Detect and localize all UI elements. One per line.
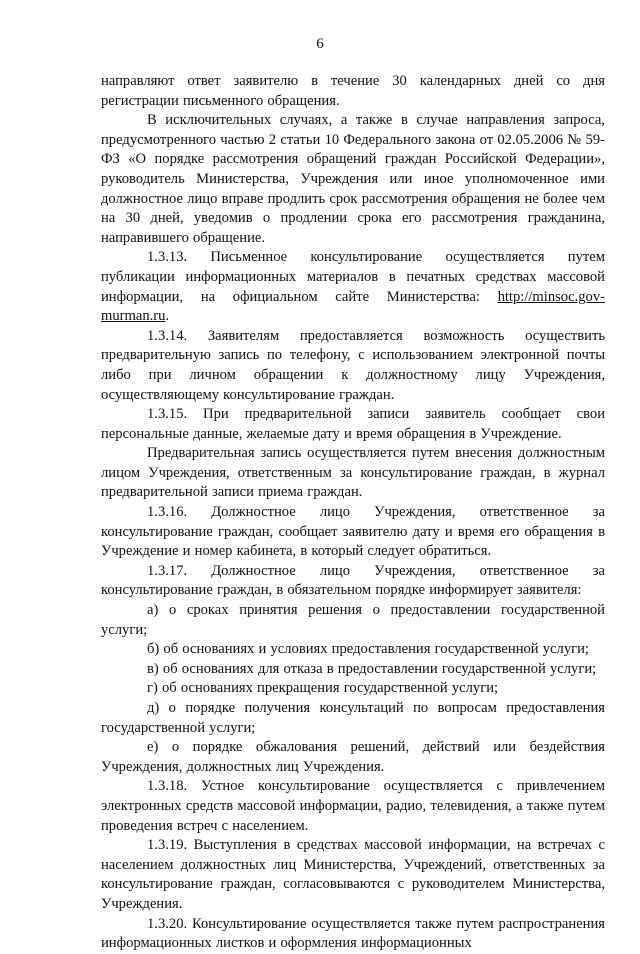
paragraph: 1.3.16. Должностное лицо Учреждения, ответственное за консультирование граждан, сообщает заявителю дату и время его обращения в Учреждение и номер кабинета, в который следует обратиться.	[101, 504, 605, 560]
paragraph: 1.3.20. Консультирование осуществляется также путем распространения информационных листков и оформления информационных	[101, 915, 605, 952]
paragraph: 1.3.17. Должностное лицо Учреждения, ответственное за консультирование граждан, в обязательном порядке информирует заявителя:	[101, 562, 605, 599]
paragraph: д) о порядке получения консультаций по вопросам предоставления государственной услуги;	[101, 700, 605, 736]
paragraph: б) об основаниях и условиях предоставления государственной услуги;	[147, 641, 589, 658]
paragraph	[101, 248, 605, 326]
paragraph: в) об основаниях для отказа в предоставлении государственной услуги;	[147, 660, 597, 677]
paragraph: г) об основаниях прекращения государственной услуги;	[147, 680, 499, 697]
website-link[interactable]: http://minsoc.gov-murman.ru	[101, 288, 605, 325]
paragraph: 1.3.14. Заявителям предоставляется возможность осуществить предварительную запись по телефону, с использованием электронной почты либо при личном обращении к должностному лицу Учреждения, осуществляющему консультирование граждан.	[101, 327, 605, 403]
paragraph-text: 1.3.13. Письменное консультирование осуществляется путем публикации информационных материалов в печатных средствах массовой информации, на официальном сайте Министерства:	[101, 249, 605, 305]
paragraph: е) о порядке обжалования решений, действий или бездействия Учреждения, должностных лиц Учреждения.	[101, 739, 605, 775]
document-body	[101, 72, 605, 954]
paragraph: а) о сроках принятия решения о предоставлении государственной услуги;	[101, 602, 605, 638]
paragraph: направляют ответ заявителю в течение 30 календарных дней со дня регистрации письменного обращения.	[101, 73, 605, 109]
paragraph: 1.3.15. При предварительной записи заявитель сообщает свои персональные данные, желаемые дату и время обращения в Учреждение.	[101, 406, 605, 442]
paragraph: В исключительных случаях, а также в случае направления запроса, предусмотренного частью 2 статьи 10 Федерального закона от 02.05.2006 № 59-ФЗ «О порядке рассмотрения обращений граждан Российской Федерации», руководитель Министерства, Учреждения или иное уполномоченное ими должностное лицо вправе продлить срок рассмотрения обращения не более чем на 30 дней, уведомив о продлении срока его рассмотрения гражданина, направившего обращение.	[101, 112, 605, 246]
page-number: 6	[316, 36, 324, 52]
paragraph-text-end: .	[165, 308, 170, 325]
paragraph: Предварительная запись осуществляется путем внесения должностным лицом Учреждения, ответственным за консультирование граждан, в журнал предварительной записи приема граждан.	[101, 445, 605, 501]
paragraph: 1.3.19. Выступления в средствах массовой информации, на встречах с населением должностных лиц Министерства, Учреждений, ответственных за консультирование граждан, согласовываются с руководителем Министерства, Учреждения.	[101, 837, 605, 912]
paragraph: 1.3.18. Устное консультирование осуществляется с привлечением электронных средств массовой информации, радио, телевидения, а также путем проведения встреч с населением.	[101, 778, 605, 834]
